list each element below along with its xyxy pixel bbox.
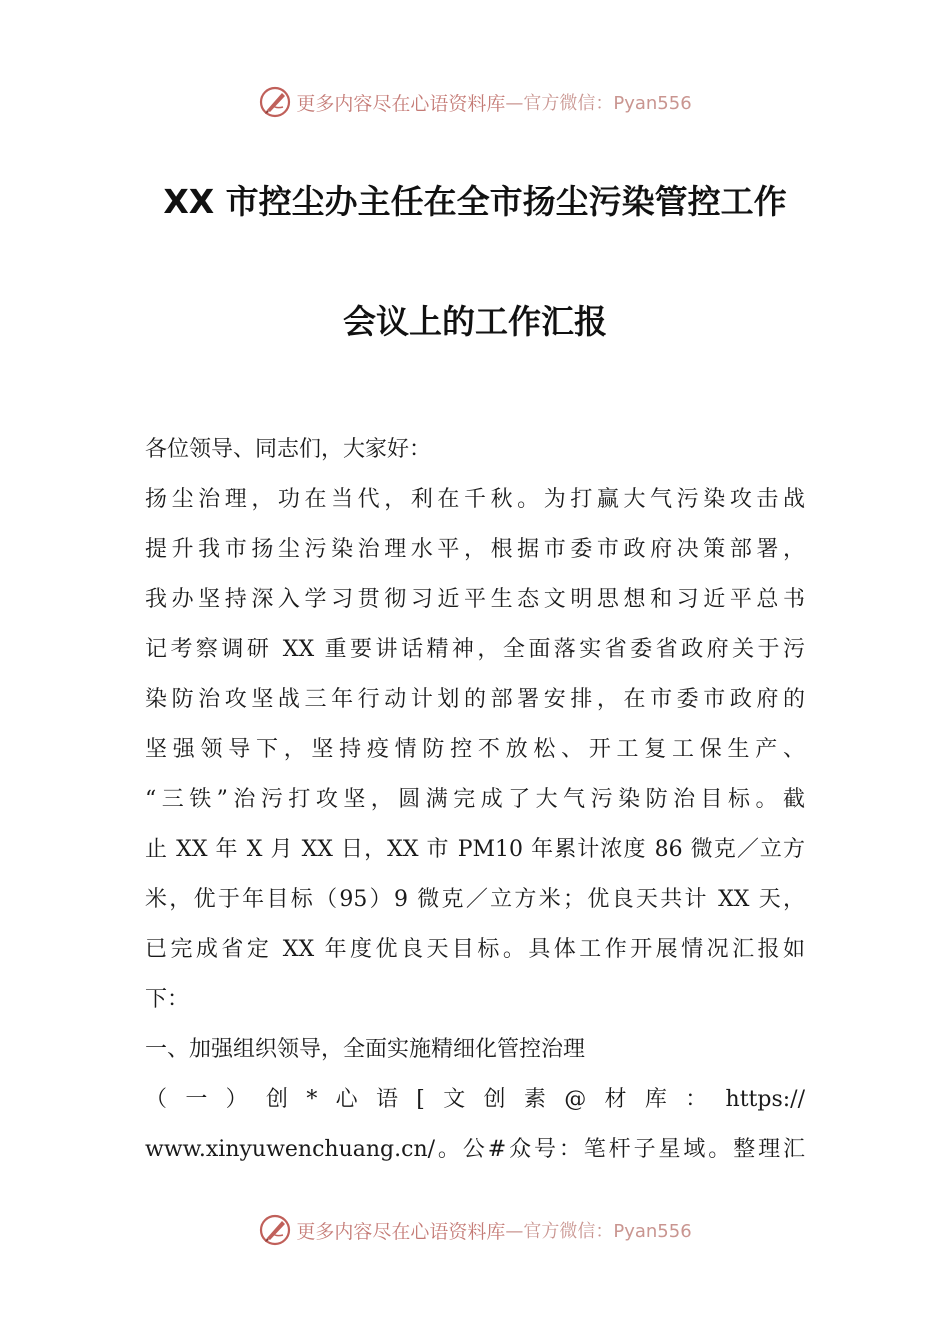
body-line: 提升我市扬尘污染治理水平，根据市委市政府决策部署，: [145, 537, 805, 562]
body-line: 我办坚持深入学习贯彻习近平生态文明思想和习近平总书: [145, 587, 805, 612]
header-watermark: [0, 82, 950, 122]
document-body: [145, 425, 805, 1175]
body-line: 下：: [145, 987, 190, 1012]
body-line: （一）创*心语[文创素@材库：https://: [145, 1087, 805, 1112]
body-line: 坚强领导下，坚持疫情防控不放松、开工复工保生产、: [145, 737, 805, 762]
body-line: 米，优于年目标（95）9 微克／立方米；优良天共计 XX 天，: [145, 887, 805, 912]
watermark-main-text: 更多内容尽在心语资料库: [296, 1220, 506, 1243]
watermark-main-text: 更多内容尽在心语资料库: [296, 92, 506, 115]
section-heading: 一、加强组织领导，全面实施精细化管控治理: [145, 1037, 586, 1062]
body-line: 染防治攻坚战三年行动计划的部署安排，在市委市政府的: [145, 687, 805, 712]
pen-logo-icon: [258, 1213, 292, 1247]
body-line: “三铁”治污打攻坚，圆满完成了大气污染防治目标。截: [145, 787, 805, 812]
body-line: 止 XX 年 X 月 XX 日，XX 市 PM10 年累计浓度 86 微克／立方: [145, 837, 805, 862]
footer-watermark: [0, 1210, 950, 1250]
watermark-sub-text: —官方微信：Pyan556: [505, 93, 692, 114]
body-line: 扬尘治理，功在当代，利在千秋。为打赢大气污染攻击战: [145, 487, 805, 512]
document-title-line-2: 会议上的工作汇报: [343, 302, 607, 341]
document-title-line-1: XX 市控尘办主任在全市扬尘污染管控工作: [163, 182, 787, 221]
body-line: 已完成省定 XX 年度优良天目标。具体工作开展情况汇报如: [145, 937, 805, 962]
body-line: www.xinyuwenchuang.cn/。公#众号：笔杆子星域。整理汇: [145, 1137, 805, 1162]
body-line: 各位领导、同志们，大家好：: [145, 437, 432, 462]
watermark-sub-text: —官方微信：Pyan556: [505, 1221, 692, 1242]
body-line: 记考察调研 XX 重要讲话精神，全面落实省委省政府关于污: [145, 637, 805, 662]
pen-logo-icon: [258, 85, 292, 119]
